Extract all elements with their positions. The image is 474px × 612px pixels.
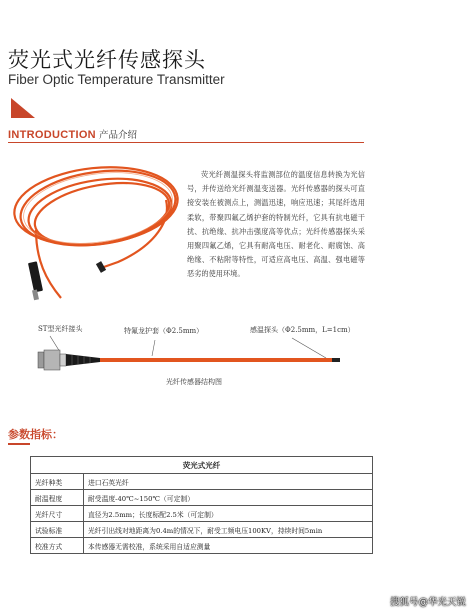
page-subtitle: Fiber Optic Temperature Transmitter: [8, 72, 225, 87]
intro-label-en: INTRODUCTION: [8, 129, 96, 141]
params-heading: 参数指标：: [8, 428, 63, 441]
sheath-label: 特氟龙护套（Φ2.5mm）: [124, 327, 204, 335]
row-label: 试验标准: [31, 522, 84, 538]
spec-table: [30, 456, 373, 554]
row-label: 光纤种类: [31, 474, 84, 490]
watermark: 搜狐号@华光天锐: [389, 597, 466, 608]
table-title: 荧光式光纤: [31, 457, 373, 474]
probe-label: 感温探头（Φ2.5mm，L=1cm）: [250, 326, 355, 334]
row-value: 直径为2.5mm；长度标配2.5米（可定制）: [84, 506, 373, 522]
table-header-row: [31, 457, 373, 474]
row-label: 校准方式: [31, 538, 84, 554]
row-label: 光纤尺寸: [31, 506, 84, 522]
page-title: 荧光式光纤传感探头: [8, 48, 206, 72]
table-row: [31, 538, 373, 554]
row-value: 光纤引出线对地距离为0.4m的情况下，耐受工频电压100KV，持续时间5min: [84, 522, 373, 538]
intro-paragraph: 荧光纤测温探头将监测部位的温度信息转换为光信号，并传送给光纤测温变送器。光纤传感器的探头可直接安装在被测点上，测温迅速，响应迅速；其尾纤选用柔软，带聚四氟乙烯护套的特制光纤，它具有抗电磁干扰、抗绝缘、抗冲击强度高等优点；光纤传感器探头采用聚四氟乙烯，它具有耐高电压、耐老化、耐腐蚀、高绝缘、不粘附等特性，可适应高电压、高温、强电磁等恶劣的使用环境。: [187, 170, 365, 279]
table-row: [31, 522, 373, 538]
coiled-fiber-image: [6, 150, 184, 310]
diagram-caption: 光纤传感器结构图: [166, 378, 222, 386]
intro-label-cn: 产品介绍: [99, 130, 138, 141]
intro-heading: [8, 127, 137, 141]
fiber-structure-diagram: [30, 334, 350, 378]
connector-label: ST型光纤接头: [38, 325, 83, 333]
intro-divider: [8, 142, 364, 143]
row-value: 耐受温度-40℃~150℃（可定制）: [84, 490, 373, 506]
table-row: [31, 506, 373, 522]
row-value: 本传感器无需校准，系统采用自适应测量: [84, 538, 373, 554]
row-value: 进口石英光纤: [84, 474, 373, 490]
table-row: [31, 490, 373, 506]
row-label: 耐温程度: [31, 490, 84, 506]
params-divider: [8, 443, 30, 445]
red-triangle-icon: [8, 96, 38, 120]
table-row: [31, 474, 373, 490]
